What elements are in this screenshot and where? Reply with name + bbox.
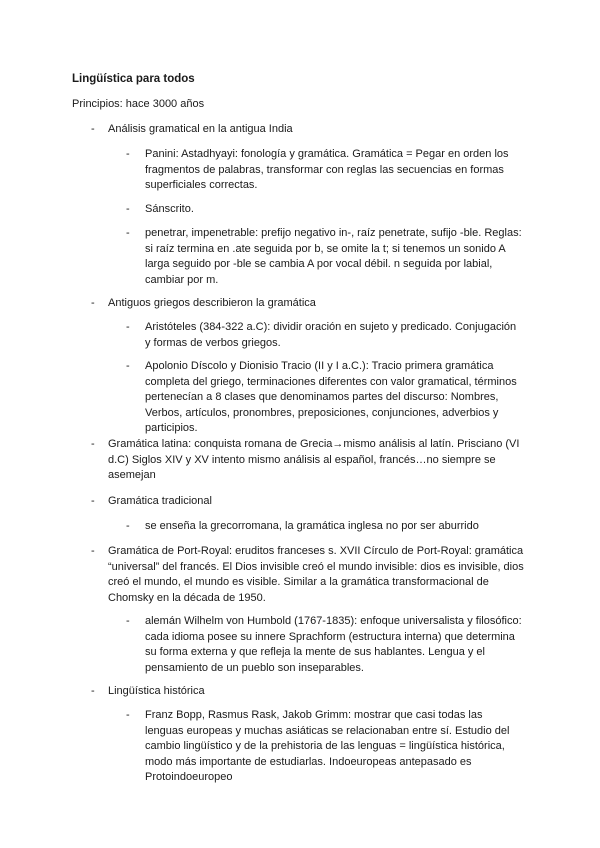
bullet-dash: -	[91, 495, 95, 507]
list-item-text: Panini: Astadhyayi: fonología y gramática. Gramática = Pegar en orden los fragmentos de palabras, transformar con reglas las secuencias en formas superficiales correctas.	[145, 148, 509, 191]
bullet-dash: -	[126, 227, 130, 239]
bullet-dash: -	[91, 545, 95, 557]
document-title: Lingüística para todos	[72, 73, 195, 85]
bullet-dash: -	[126, 203, 130, 215]
section-text: Gramática de Port-Royal: eruditos franceses s. XVII Círculo de Port-Royal: gramática “universal” del francés. El Dios invisible creó el mundo invisible: dios es invisible, dios creó el mundo, el mundo es visible. Similar a la gramática transformacional de Chomsky en la década de 1950.	[108, 545, 524, 604]
bullet-dash: -	[126, 148, 130, 160]
list-item-text: se enseña la grecorromana, la gramática inglesa no por ser aburrido	[145, 520, 479, 532]
list-item-text: alemán Wilhelm von Humbold (1767-1835): enfoque universalista y filosófico: cada idioma posee su innere Sprachform (estructura interna) que determina su forma externa y que refleja la mente de sus hablantes. Lengua y el pensamiento de un pueblo son inseparables.	[145, 615, 522, 674]
list-item-text: penetrar, impenetrable: prefijo negativo in-, raíz penetrate, sufijo -ble. Reglas: si raíz termina en .ate seguida por b, se omite la t; si tenemos un sonido A larga seguido por -ble se cambia A por vocal débil. n seguida por labial, cambiar por m.	[145, 227, 522, 286]
list-item-text: Sánscrito.	[145, 203, 194, 215]
list-item-text: Aristóteles (384-322 a.C): dividir oración en sujeto y predicado. Conjugación y formas de verbos griegos.	[145, 321, 517, 349]
bullet-dash: -	[126, 709, 130, 721]
bullet-dash: -	[91, 123, 95, 135]
section-text: Lingüística histórica	[108, 685, 205, 697]
section-text: Análisis gramatical en la antigua India	[108, 123, 293, 135]
document-subtitle: Principios: hace 3000 años	[72, 98, 205, 110]
bullet-dash: -	[126, 360, 130, 372]
bullet-dash: -	[126, 615, 130, 627]
bullet-dash: -	[91, 438, 95, 450]
list-item-text: Apolonio Díscolo y Dionisio Tracio (II y I a.C.): Tracio primera gramática completa del griego, terminaciones diferentes con valor gramatical, términos pertenecían a 8 clases que denominamos partes del discurso: Nombres, Verbos, artículos, pronombres, preposiciones, conjunciones, adverbios y participios.	[145, 360, 517, 434]
bullet-dash: -	[126, 520, 130, 532]
section-text: Gramática latina: conquista romana de Grecia→mismo análisis al latín. Prisciano (VI d.C) Siglos XIV y XV intento mismo análisis al español, francés…no siempre se asemejan	[108, 438, 520, 481]
section-text: Antiguos griegos describieron la gramática	[108, 297, 316, 309]
bullet-dash: -	[91, 685, 95, 697]
bullet-dash: -	[126, 321, 130, 333]
section-text: Gramática tradicional	[108, 495, 212, 507]
bullet-dash: -	[91, 297, 95, 309]
list-item-text: Franz Bopp, Rasmus Rask, Jakob Grimm: mostrar que casi todas las lenguas europeas y muchas asiáticas se relacionaban entre sí. Estudio del cambio lingüístico y de la prehistoria de las lenguas = lingüística histórica, modo más importante de estudiarlas. Indoeuropeas antepasado es Protoindoeuropeo	[145, 709, 510, 783]
